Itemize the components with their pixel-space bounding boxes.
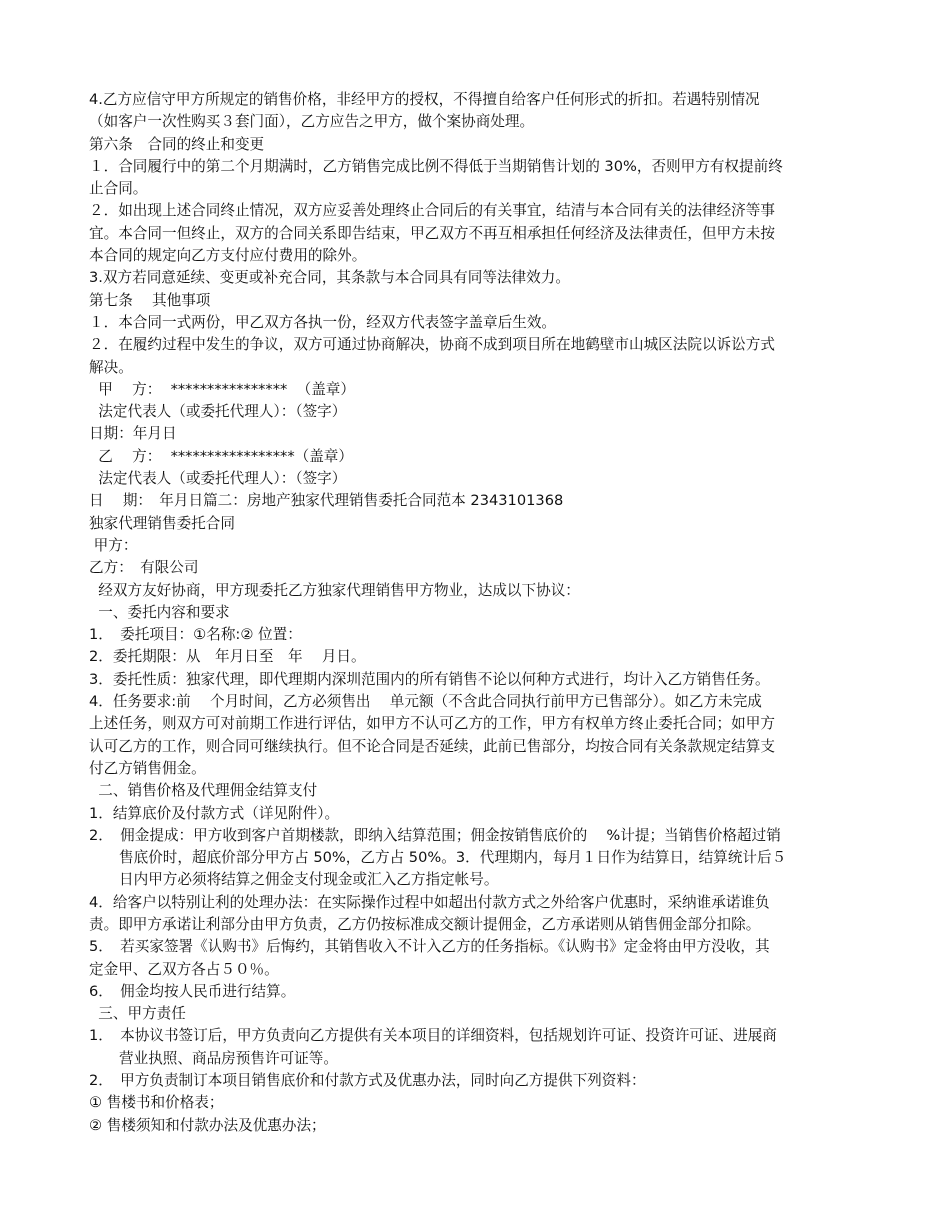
text-line: 宜。本合同一但终止，双方的合同关系即告结束，甲乙双方不再互相承担任何经济及法律责任，但甲方未按 (89, 224, 775, 242)
text-line: ② 售楼须知和付款办法及优惠办法； (89, 1116, 326, 1134)
text-line: 售底价时，超底价部分甲方占 50%，乙方占 50%。3．代理期内，每月１日作为结算日，结算统计后５ (119, 849, 787, 867)
text-line: 4．任务要求:前 个月时间，乙方必须售出 单元额（不含此合同执行前甲方已售部分）。如乙方未完成 (89, 693, 762, 711)
text-line: 定金甲、乙双方各占５０％。 (89, 960, 279, 978)
text-line: 解决。 (89, 358, 133, 376)
text-line: 2． 佣金提成：甲方收到客户首期楼款，即纳入结算范围；佣金按销售底价的 %计提；当销售价格超过销 (89, 826, 781, 844)
text-line: 1． 委托项目：①名称:② 位置： (89, 626, 302, 644)
text-line: 4．给客户以特别让利的处理办法：在实际操作过程中如超出付款方式之外给客户优惠时，采纳谁承诺谁负 (89, 893, 770, 911)
text-line: 日 期： 年月日篇二：房地产独家代理销售委托合同范本 2343101368 (89, 492, 564, 510)
text-line: 营业执照、商品房预售许可证等。 (119, 1049, 338, 1067)
text-line: （如客户一次性购买３套门面），乙方应告之甲方，做个案协商处理。 (89, 113, 535, 131)
text-line: 乙 方： *****************（盖章） (89, 447, 353, 465)
text-line: 甲 方： **************** （盖章） (89, 380, 355, 398)
text-line: 法定代表人（或委托代理人）：（签字） (89, 403, 347, 421)
text-line: 认可乙方的工作，则合同可继续执行。但不论合同是否延续，此前已售部分，均按合同有关条款规定结算支 (89, 737, 775, 755)
text-line: 甲方： (89, 536, 138, 554)
text-line: 止合同。 (89, 180, 148, 198)
text-line: 独家代理销售委托合同 (89, 514, 235, 532)
text-line: 1．结算底价及付款方式（详见附件）。 (89, 804, 340, 822)
text-line: 6． 佣金均按人民币进行结算。 (89, 982, 296, 1000)
text-line: 第七条 其他事项 (89, 291, 211, 309)
text-line: 日内甲方必须将结算之佣金支付现金或汇入乙方指定帐号。 (119, 871, 499, 889)
text-line: 责。即甲方承诺让利部分由甲方负责，乙方仍按标准成交额计提佣金，乙方承诺则从销售佣金部分扣除。 (89, 915, 761, 933)
text-line: 3．委托性质：独家代理，即代理期内深圳范围内的所有销售不论以何种方式进行，均计入乙方销售任务。 (89, 670, 770, 688)
text-line: 上述任务，则双方可对前期工作进行评估，如甲方不认可乙方的工作，甲方有权单方终止委托合同；如甲方 (89, 715, 775, 733)
text-line: ２．在履约过程中发生的争议，双方可通过协商解决，协商不成到项目所在地鹤壁市山城区法院以诉讼方式 (89, 336, 775, 354)
text-line: 法定代表人（或委托代理人）：（签字） (89, 470, 347, 488)
text-line: ① 售楼书和价格表； (89, 1094, 224, 1112)
text-line: 2． 甲方负责制订本项目销售底价和付款方式及优惠办法，同时向乙方提供下列资料： (89, 1072, 646, 1090)
text-line: 经双方友好协商，甲方现委托乙方独家代理销售甲方物业，达成以下协议： (89, 581, 580, 599)
text-line: 1． 本协议书签订后，甲方负责向乙方提供有关本项目的详细资料，包括规划许可证、投资许可证、进展商 (89, 1027, 777, 1045)
text-line: 二、销售价格及代理佣金结算支付 (89, 782, 318, 800)
text-line: 5． 若买家签署《认购书》后悔约，其销售收入不计入乙方的任务指标。《认购书》定金将由甲方没收，其 (89, 938, 770, 956)
text-line: １．本合同一式两份，甲乙双方各执一份，经双方代表签字盖章后生效。 (89, 313, 557, 331)
text-line: 3.双方若同意延续、变更或补充合同，其条款与本合同具有同等法律效力。 (89, 269, 570, 287)
text-line: 付乙方销售佣金。 (89, 759, 206, 777)
text-line: 三、甲方责任 (89, 1005, 186, 1023)
text-line: ２．如出现上述合同终止情况，双方应妥善处理终止合同后的有关事宜，结清与本合同有关的法律经济等事 (89, 202, 775, 220)
text-line: 2．委托期限：从 年月日至 年 月日。 (89, 648, 366, 666)
text-line: 日期：年月日 (89, 425, 177, 443)
text-line: 一、委托内容和要求 (89, 603, 230, 621)
text-line: 本合同的规定向乙方支付应付费用的除外。 (89, 247, 367, 265)
text-line: 4.乙方应信守甲方所规定的销售价格，非经甲方的授权，不得擅自给客户任何形式的折扣。若遇特别情况 (89, 91, 760, 108)
text-line: １．合同履行中的第二个月期满时，乙方销售完成比例不得低于当期销售计划的 30%，否则甲方有权提前终 (89, 157, 783, 175)
text-line: 乙方： 有限公司 (89, 559, 199, 577)
text-line: 第六条 合同的终止和变更 (89, 135, 265, 153)
